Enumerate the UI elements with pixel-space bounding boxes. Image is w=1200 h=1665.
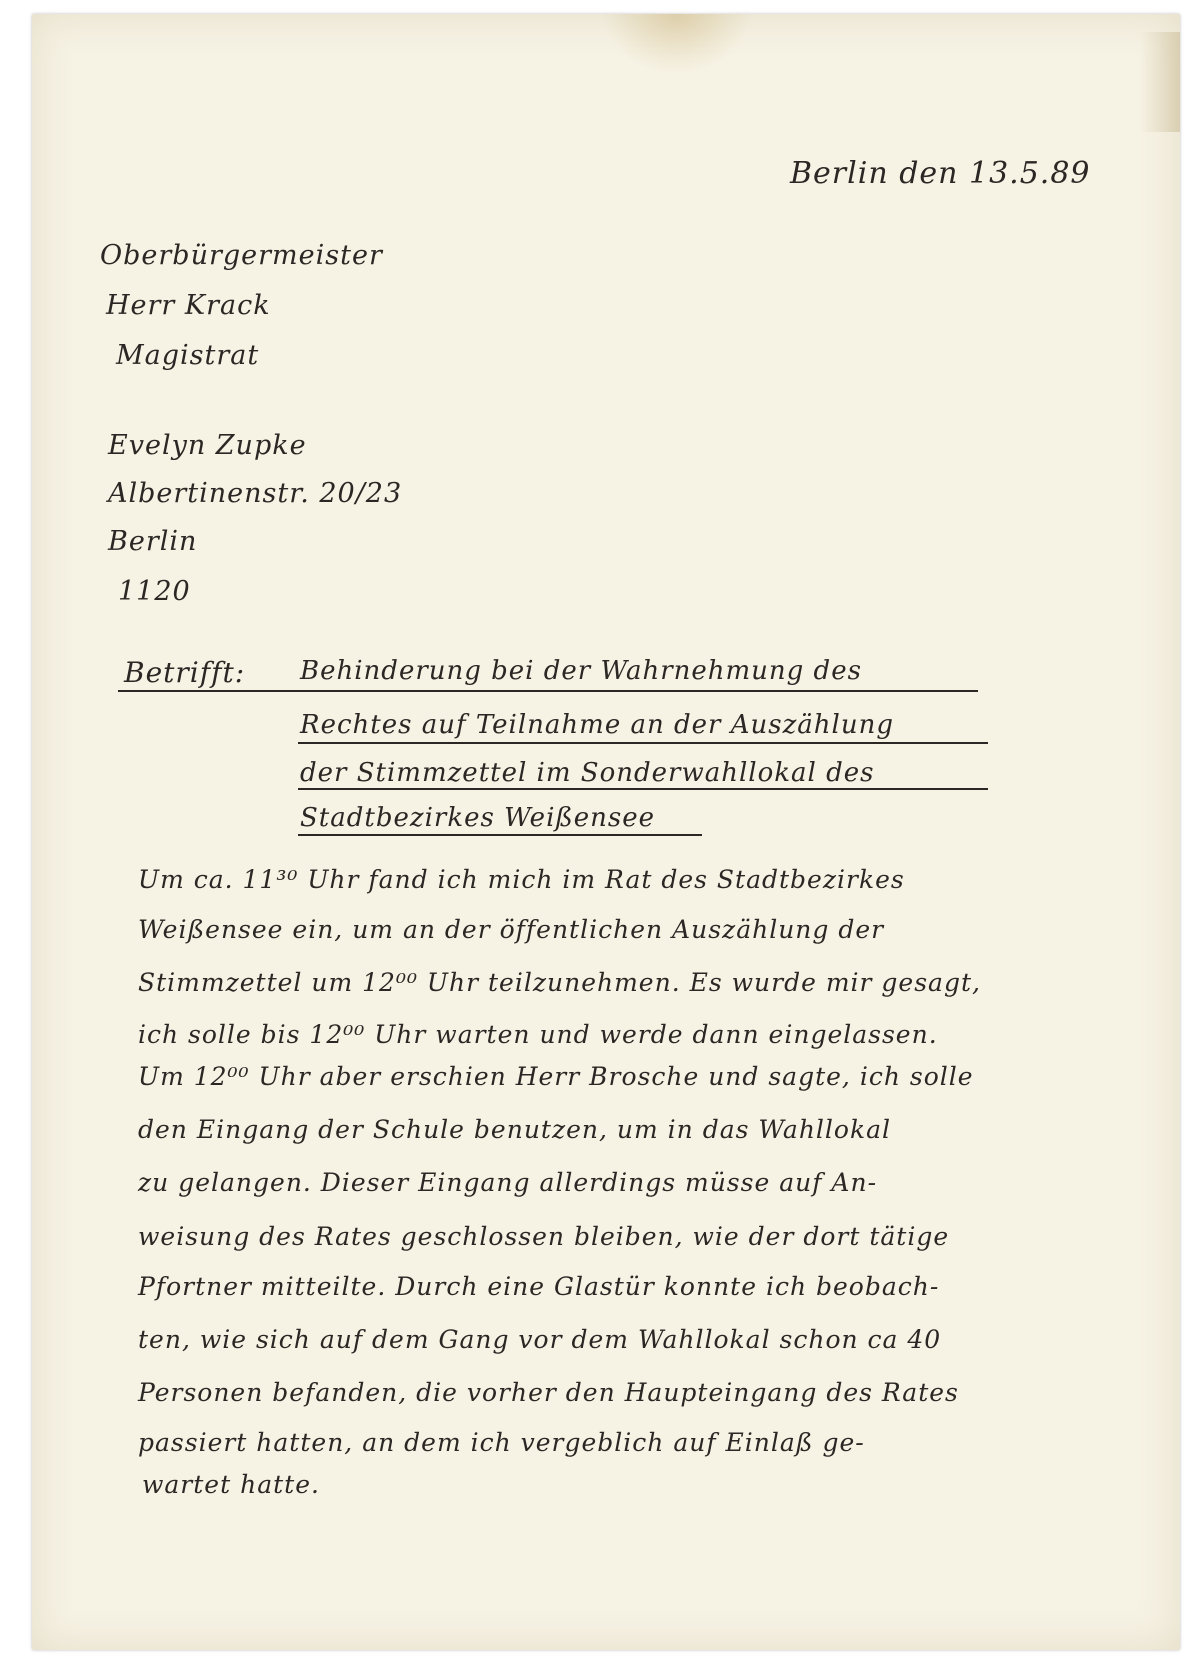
body-line: Stimmzettel um 12⁰⁰ Uhr teilzunehmen. Es wurde mir gesagt,: [138, 968, 981, 997]
subject-line-text: der Stimmzettel im Sonderwahllokal des: [300, 758, 875, 788]
sender-line: Berlin: [108, 526, 198, 557]
subject-underline: [298, 834, 702, 836]
subject-line-text: Rechtes auf Teilnahme an der Auszählung: [300, 710, 894, 740]
body-line: Um 12⁰⁰ Uhr aber erschien Herr Brosche und sagte, ich solle: [138, 1062, 974, 1091]
subject-underline: [118, 690, 978, 692]
letter-date: Berlin den 13.5.89: [790, 156, 1091, 191]
subject-line-text: Stadtbezirkes Weißensee: [300, 803, 655, 833]
body-line: weisung des Rates geschlossen bleiben, wie der dort tätige: [138, 1222, 950, 1251]
recipient-line: Magistrat: [116, 340, 260, 371]
sender-line: 1120: [118, 576, 191, 607]
body-line: Weißensee ein, um an der öffentlichen Auszählung der: [138, 915, 885, 944]
sender-line: Albertinenstr. 20/23: [108, 478, 403, 509]
body-line: wartet hatte.: [142, 1470, 320, 1499]
subject-underline: [298, 742, 988, 744]
subject-label: Betrifft:: [124, 656, 246, 689]
paper-stain: [602, 14, 752, 74]
subject-underline: [298, 788, 988, 790]
body-line: Personen befanden, die vorher den Haupteingang des Rates: [138, 1378, 959, 1407]
recipient-line: Oberbürgermeister: [100, 240, 383, 271]
recipient-line: Herr Krack: [106, 290, 271, 321]
body-line: den Eingang der Schule benutzen, um in das Wahllokal: [138, 1115, 892, 1144]
subject-line-text: Behinderung bei der Wahrnehmung des: [300, 656, 862, 686]
body-line: Um ca. 11³⁰ Uhr fand ich mich im Rat des Stadtbezirkes: [138, 865, 905, 894]
paper-edge-wear: [1140, 32, 1180, 132]
sender-line: Evelyn Zupke: [108, 430, 307, 461]
body-line: ten, wie sich auf dem Gang vor dem Wahllokal schon ca 40: [138, 1325, 942, 1354]
body-line: Pfortner mitteilte. Durch eine Glastür konnte ich beobach-: [138, 1272, 940, 1301]
body-line: ich solle bis 12⁰⁰ Uhr warten und werde dann eingelassen.: [138, 1020, 938, 1049]
body-line: passiert hatten, an dem ich vergeblich auf Einlaß ge-: [138, 1428, 865, 1457]
body-line: zu gelangen. Dieser Eingang allerdings müsse auf An-: [138, 1168, 878, 1197]
